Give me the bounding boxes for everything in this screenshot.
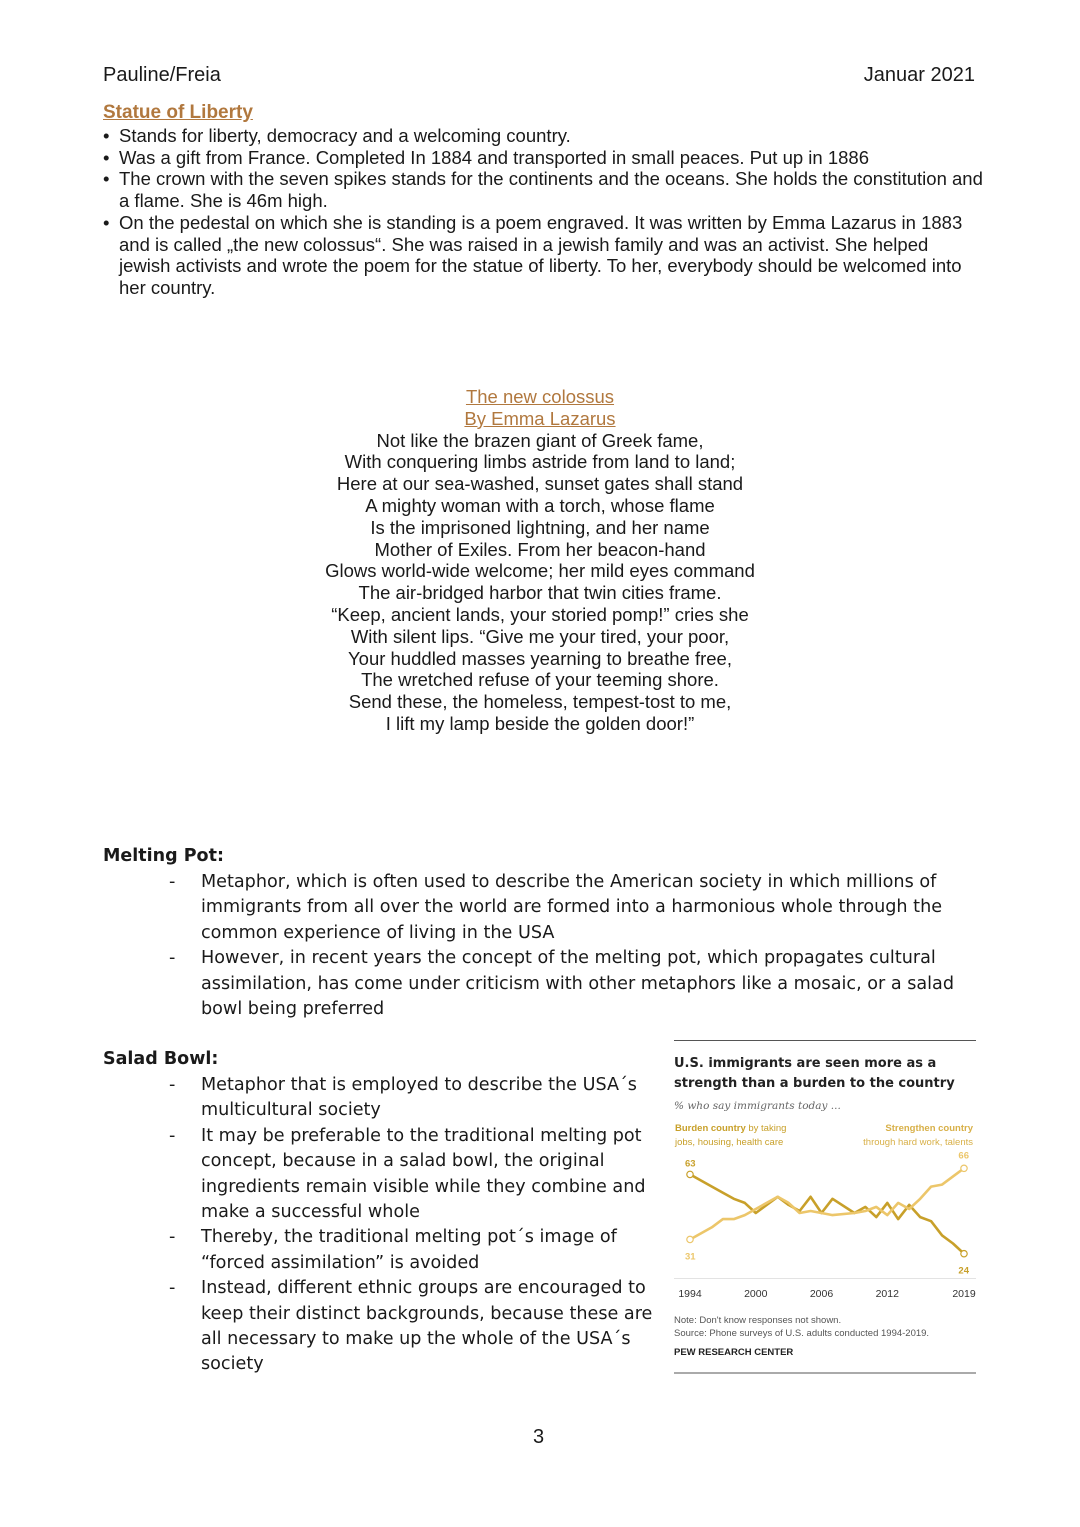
series-label-burden-rest: by taking: [745, 1123, 787, 1134]
x-tick-label: 2019: [952, 1288, 976, 1300]
list-item: - It may be preferable to the traditional melting pot concept, because in a salad bowl, the original ingredients remain visible while they combine and make a successful whole: [103, 1124, 653, 1226]
plot-area: [685, 1150, 970, 1276]
list-item: - Thereby, the traditional melting pot´s image of “forced assimilation” is avoided: [103, 1225, 653, 1276]
poem-title: The new colossus: [465, 386, 615, 407]
author-names: Pauline/Freia: [103, 64, 221, 86]
melting-pot-list: [103, 870, 963, 1022]
poem-line: The wretched refuse of your teeming shore.: [361, 669, 719, 691]
list-item: - However, in recent years the concept of the melting pot, which propagates cultural assimilation, has come under criticism with other metaphors like a mosaic, or a salad bowl being preferred: [103, 946, 963, 1022]
melting-pot-heading: Melting Pot:: [103, 846, 224, 866]
statue-of-liberty-heading: Statue of Liberty: [103, 102, 253, 123]
poem-line: I lift my lamp beside the golden door!”: [385, 712, 695, 734]
series-label-strengthen-line-1: Strengthen country: [885, 1123, 973, 1134]
bullet-item: • Was a gift from France. Completed In 1884 and transported in small peaces. Put up in 1886: [103, 147, 983, 169]
poem-line: Your huddled masses yearning to breathe free,: [348, 647, 732, 669]
series-1-start-label: 31: [685, 1251, 696, 1263]
bullet-item: • On the pedestal on which she is standing is a poem engraved. It was written by Emma Lazarus in 1883 and is called „the new colossus“. She was raised in a jewish family and was an activist. She helped jewish activists and wrote the poem for the statue of liberty. To her, everybody should be welcomed into her country.: [103, 212, 983, 299]
x-axis-ticks: [678, 1288, 976, 1300]
list-item: - Instead, different ethnic groups are encouraged to keep their distinct backgrounds, because these are all necessary to make up the whole of the USA´s society: [103, 1276, 653, 1378]
x-tick-label: 1994: [678, 1288, 702, 1300]
series-0-end-point: [961, 1251, 967, 1257]
date-header: Januar 2021: [863, 64, 975, 86]
chart-source: Source: Phone surveys of U.S. adults conducted 1994-2019.: [674, 1328, 930, 1339]
salad-bowl-list: [103, 1073, 653, 1378]
series-0-end-label: 24: [958, 1265, 969, 1277]
poem-line: With silent lips. “Give me your tired, your poor,: [350, 625, 730, 647]
poem-line: A mighty woman with a torch, whose flame: [365, 494, 715, 516]
series-1-end-label: 66: [958, 1150, 969, 1162]
poem-line: Here at our sea-washed, sunset gates shall stand: [336, 473, 744, 495]
x-tick-label: 2012: [875, 1288, 899, 1300]
series-label-burden-line-2: jobs, housing, health care: [675, 1137, 784, 1148]
chart-subtitle: % who say immigrants today ...: [674, 1100, 841, 1112]
page-number: 3: [533, 1426, 545, 1448]
bullet-item: • Stands for liberty, democracy and a welcoming country.: [103, 125, 983, 147]
poem-line: Mother of Exiles. From her beacon-hand: [374, 538, 706, 560]
poem-line: Is the imprisoned lightning, and her name: [370, 516, 710, 538]
x-tick-label: 2006: [809, 1288, 834, 1300]
bullet-item: • The crown with the seven spikes stands for the continents and the oceans. She holds the constitution and a flame. She is 46m high.: [103, 168, 983, 211]
list-item: - Metaphor that is employed to describe the USA´s multicultural society: [103, 1073, 653, 1124]
series-label-strengthen-line-2: through hard work, talents: [863, 1137, 973, 1148]
poem-block: [240, 386, 840, 735]
poem-line: “Keep, ancient lands, your storied pomp!” cries she: [331, 603, 749, 625]
series-0-start-point: [687, 1171, 693, 1177]
statue-bullet-list: [103, 125, 983, 299]
poem-author: By Emma Lazarus: [464, 407, 616, 429]
poem-line: With conquering limbs astride from land to land;: [344, 451, 736, 473]
list-item: - Metaphor, which is often used to describe the American society in which millions of immigrants from all over the world are formed into a harmonious whole through the common experience of living in the USA: [103, 870, 963, 946]
series-label-burden-line-1: [675, 1123, 786, 1134]
chart-title-line-1: U.S. immigrants are seen more as a: [674, 1056, 937, 1071]
poem-line: Glows world-wide welcome; her mild eyes command: [325, 560, 755, 582]
series-1-start-point: [687, 1236, 693, 1242]
poem-line: Not like the brazen giant of Greek fame,: [376, 429, 704, 451]
series-0-start-label: 63: [685, 1158, 696, 1170]
poem-line: Send these, the homeless, tempest-tost to me,: [348, 691, 732, 713]
chart-credit: PEW RESEARCH CENTER: [674, 1347, 794, 1358]
x-tick-label: 2000: [744, 1288, 768, 1300]
salad-bowl-heading: Salad Bowl:: [103, 1049, 219, 1069]
immigrants-line-chart: [674, 1040, 976, 1374]
chart-note: Note: Don't know responses not shown.: [674, 1315, 842, 1326]
poem-line: The air-bridged harbor that twin cities frame.: [358, 582, 722, 604]
series-label-burden-bold: Burden country: [675, 1123, 746, 1134]
chart-title-line-2: strength than a burden to the country: [674, 1076, 955, 1091]
series-1-end-point: [961, 1165, 967, 1171]
